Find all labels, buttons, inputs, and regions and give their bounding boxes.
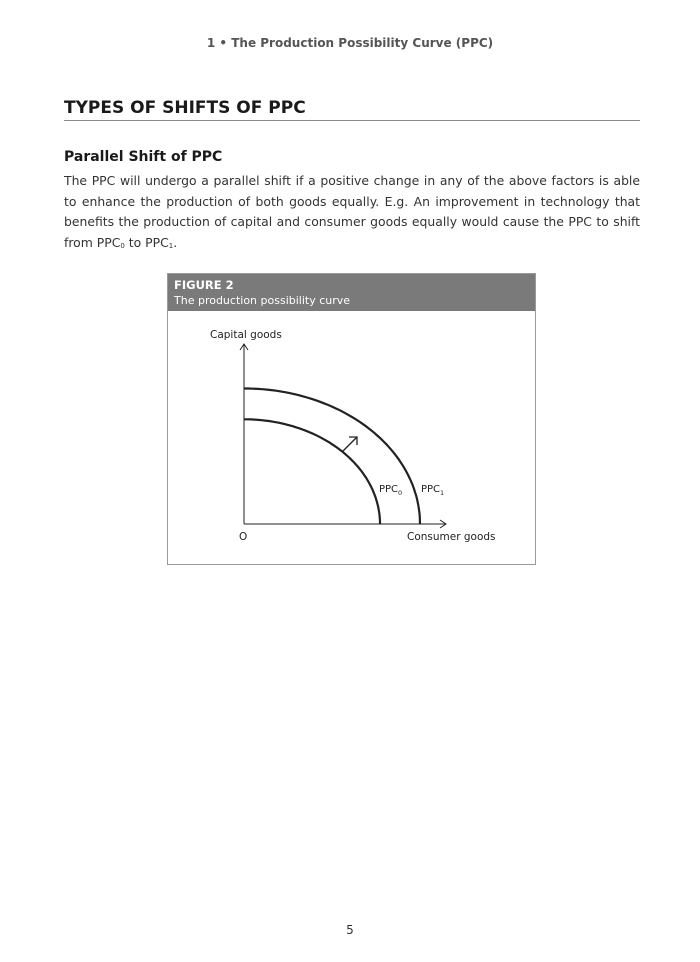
ppc-curve-1 (244, 389, 420, 525)
origin-label: O (239, 531, 248, 543)
subscript-zero: 0 (120, 241, 125, 250)
running-header: 1 • The Production Possibility Curve (PPC) (206, 36, 494, 50)
body-paragraph (64, 171, 640, 256)
ppc-chart (168, 274, 535, 564)
shift-arrow (342, 437, 357, 452)
x-axis-label: Consumer goods (407, 531, 496, 543)
figure-box (167, 273, 536, 565)
ppc0-sub: 0 (398, 489, 403, 497)
subscript-one: 1 (168, 241, 174, 250)
y-axis-label: Capital goods (210, 329, 282, 341)
paragraph-period: . (173, 234, 178, 250)
ppc-curve-0 (244, 419, 380, 524)
section-title: TYPES OF SHIFTS OF PPC (64, 98, 640, 121)
figure-label: FIGURE 2 (174, 278, 234, 292)
ppc0-label (379, 484, 402, 497)
ppc1-sub: 1 (440, 489, 445, 497)
paragraph-text: The PPC will undergo a parallel shift if a positive change in any of the above factors is able to enhance the production of both goods equally. E.g. An improvement in technology that benefits the production of capital and consumer goods equally would cause the PPC to shift from PPC (64, 173, 640, 250)
ppc0-name: PPC (379, 484, 399, 495)
subsection-title: Parallel Shift of PPC (64, 149, 223, 165)
page-number: 5 (346, 923, 354, 937)
ppc1-name: PPC (421, 484, 441, 495)
paragraph-text-to: to PPC (124, 234, 169, 250)
figure-caption: The production possibility curve (174, 294, 351, 307)
ppc1-label (421, 484, 444, 497)
